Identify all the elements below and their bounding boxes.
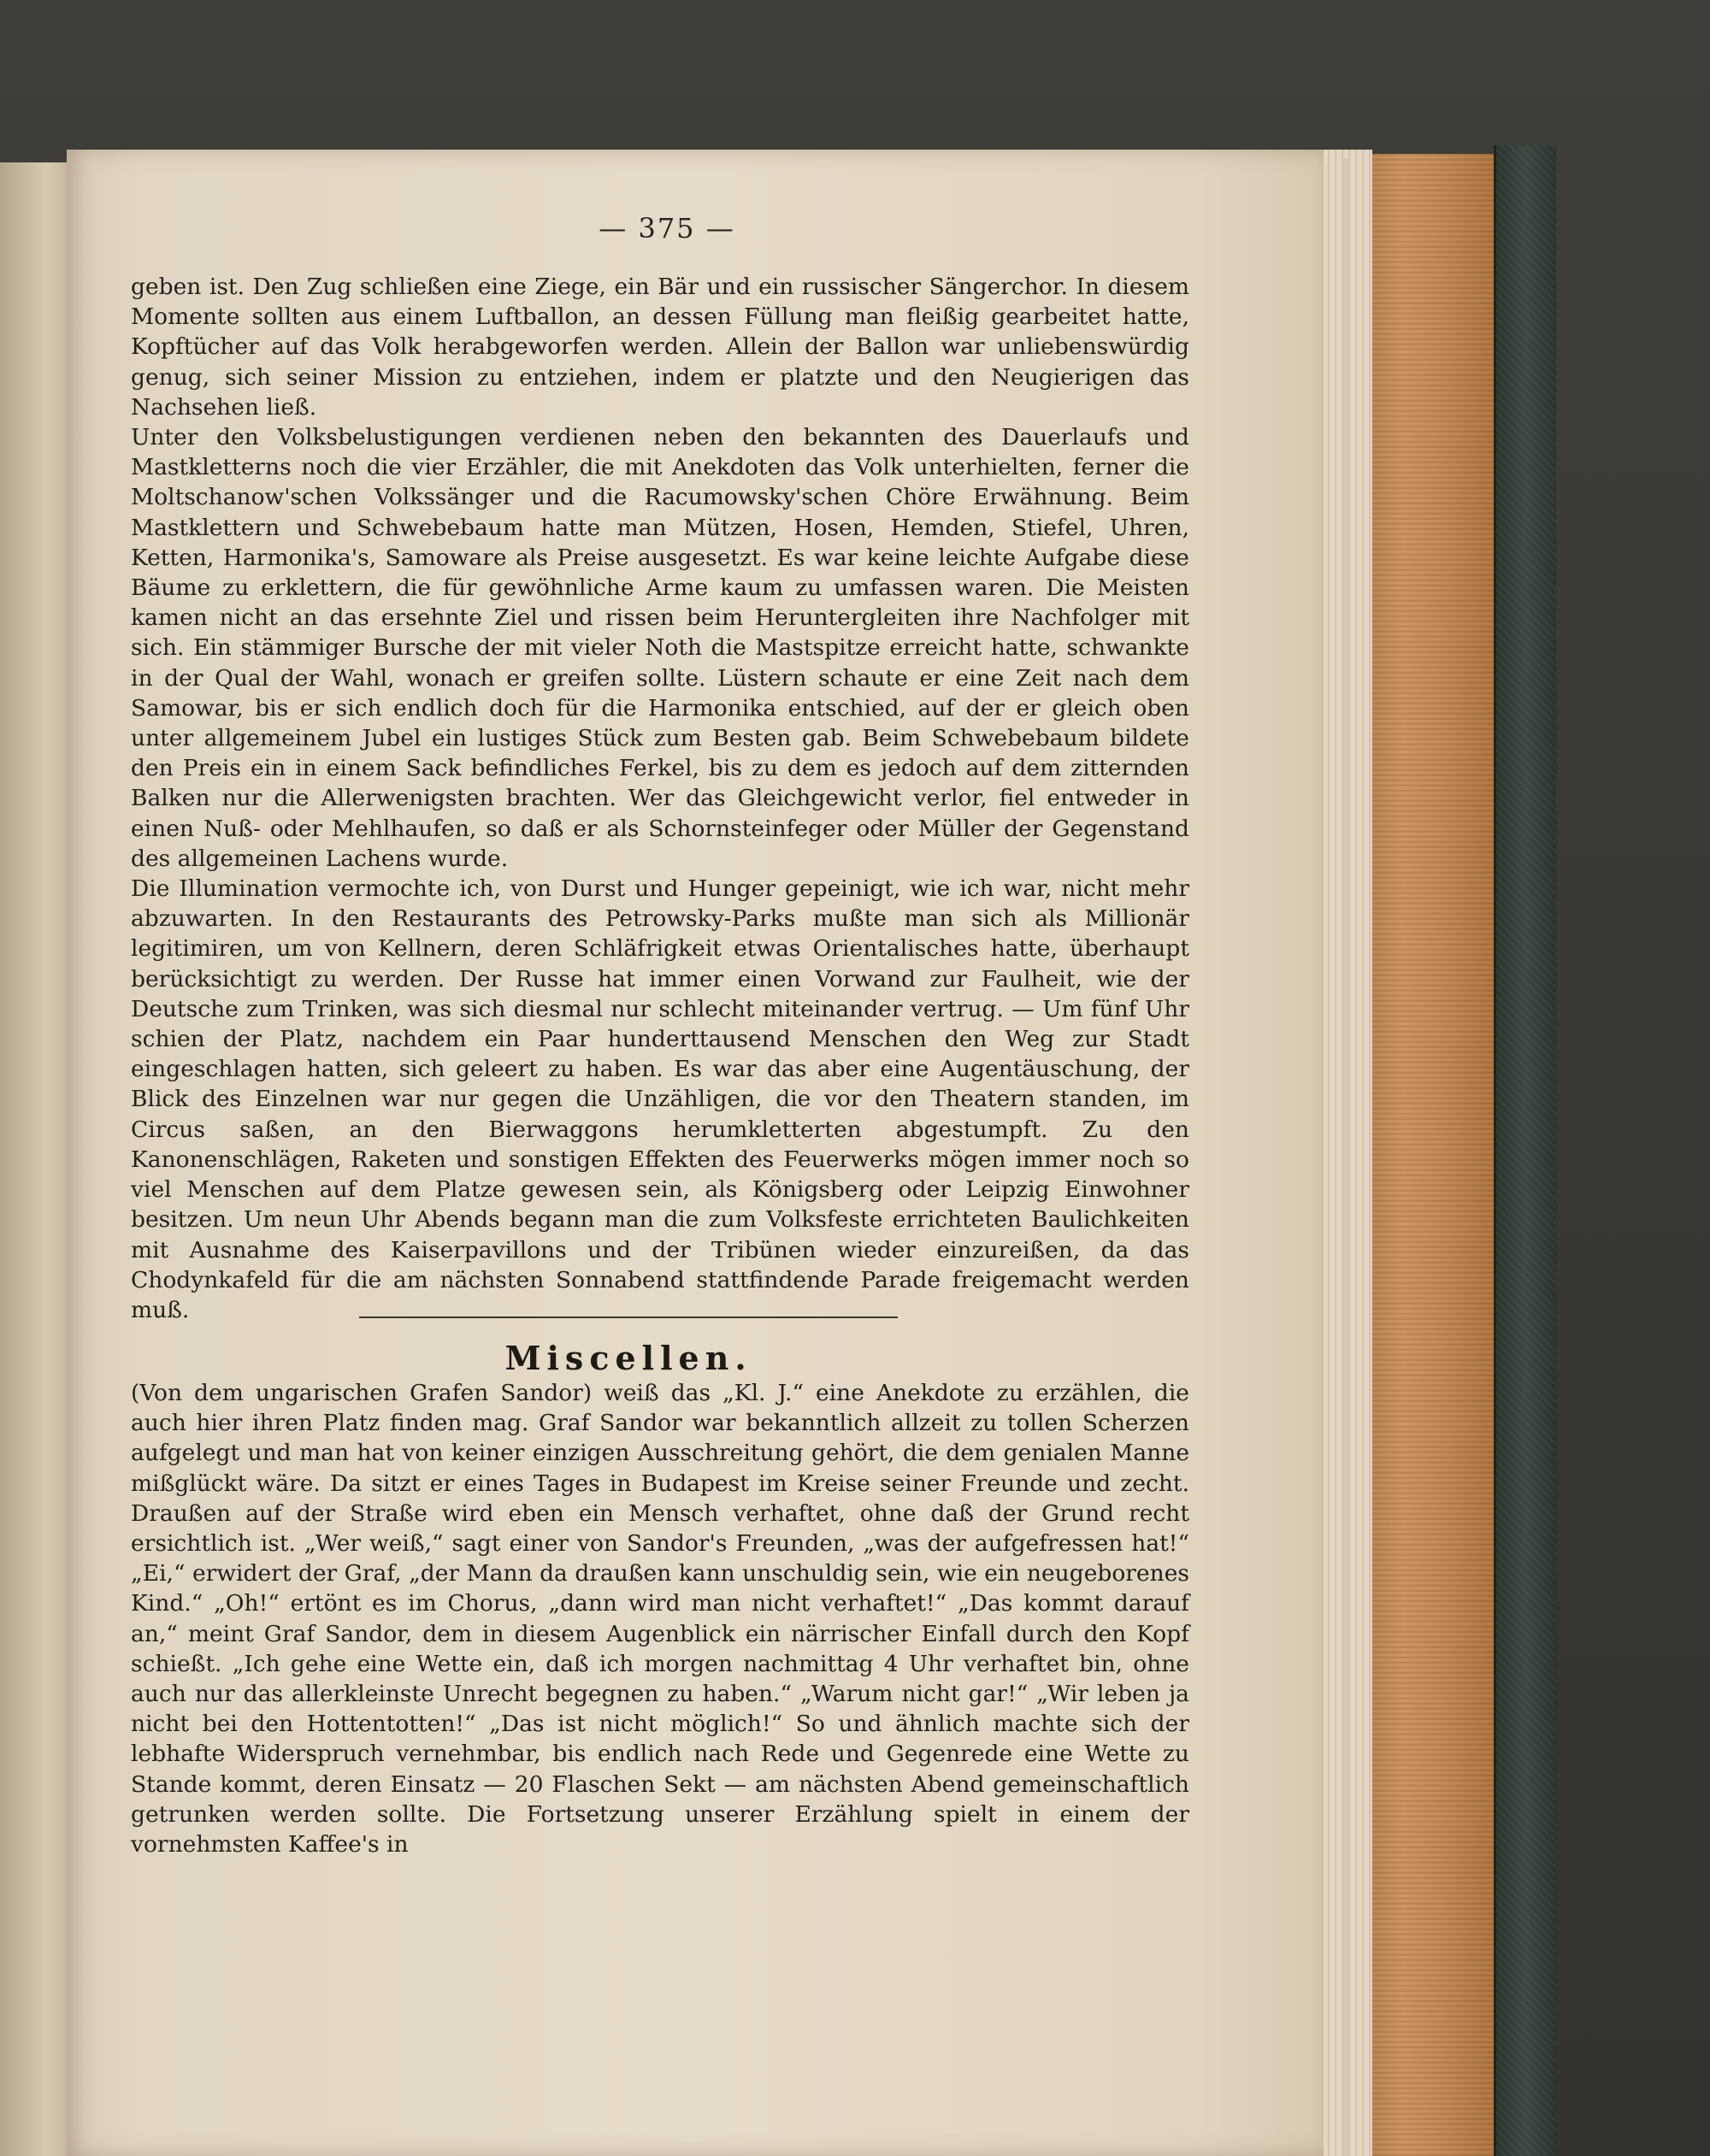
paragraph: Die Illumination vermochte ich, von Durst und Hunger gepeinigt, wie ich war, nicht mehr abzuwarten. In den Restaurants des Petrowsky-Parks mußte man sich als Millionär legitimiren, um von Kellnern, deren Schläfrigkeit etwas Orientalisches hatte, überhaupt berücksichtigt zu werden. Der Russe hat immer einen Vorwand zur Faulheit, wie der Deutsche zum Trinken, was sich diesmal nur schlecht miteinander vertrug. — Um fünf Uhr schien der Platz, nachdem ein Paar hunderttausend Menschen den Weg zur Stadt eingeschlagen hatten, sich geleert zu haben. Es war das aber eine Augentäuschung, der Blick des Einzelnen war nur gegen die Unzähligen, die vor den Theatern standen, im Circus saßen, an den Bierwaggons herumkletterten abgestumpft. Zu den Kanonenschlägen, Raketen und sonstigen Effekten des Feuerwerks mögen immer noch so viel Menschen auf dem Platze gewesen sein, als Königsberg oder Leipzig Einwohner besitzen. Um neun Uhr Abends begann man die zum Volksfeste errichteten Baulichkeiten mit Ausnahme des Kaiserpavillons und der Tribünen wieder einzureißen, da das Chodynkafeld für die am nächsten Sonnabend stattfindende Parade freigemacht werden muß. xyxy=(131,875,1189,1323)
book-fore-edge xyxy=(1372,154,1494,2156)
left-page-edge xyxy=(0,162,68,2156)
paragraph: Unter den Volksbelustigungen verdienen neben den bekannten des Dauerlaufs und Mastkletterns noch die vier Erzähler, die mit Anekdoten das Volk unterhielten, ferner die Moltschanow'schen Volkssänger und die Racumowsky'schen Chöre Erwähnung. Beim Mastklettern und Schwebebaum hatte man Mützen, Hosen, Hemden, Stiefel, Uhren, Ketten, Harmonika's, Samoware als Preise ausgesetzt. Es war keine leichte Aufgabe diese Bäume zu erklettern, die für gewöhnliche Arme kaum zu umfassen waren. Die Meisten kamen nicht an das ersehnte Ziel und rissen beim Heruntergleiten ihre Nachfolger mit sich. Ein stämmiger Bursche der mit vieler Noth die Mastspitze erreicht hatte, schwankte in der Qual der Wahl, wonach er greifen sollte. Lüstern schaute er eine Zeit nach dem Samowar, bis er sich endlich doch für die Harmonika entschied, auf der er gleich oben unter allgemeinem Jubel ein lustiges Stück zum Besten gab. Beim Schwebebaum bildete den Preis ein in einem Sack befindliches Ferkel, bis zu dem es jedoch auf dem zitternden Balken nur die Allerwenigsten brachten. Wer das Gleichgewicht verlor, fiel entweder in einen Nuß- oder Mehlhaufen, so daß er als Schornsteinfeger oder Müller der Gegenstand des allgemeinen Lachens wurde. xyxy=(131,424,1189,872)
section-heading: Miscellen. xyxy=(504,1339,752,1377)
page-stack-shadow xyxy=(1342,159,1349,2156)
section-text xyxy=(131,1378,1189,1859)
page-number: — 375 — xyxy=(564,212,770,244)
section-divider xyxy=(359,1317,898,1318)
paragraph: geben ist. Den Zug schließen eine Ziege, ein Bär und ein russischer Sängerchor. In diesem Momente sollten aus einem Luftballon, an dessen Füllung man fleißig gearbeitet hatte, Kopftücher auf das Volk herabgeworfen werden. Allein der Ballon war unliebenswürdig genug, sich seiner Mission zu entziehen, indem er platzte und den Neugierigen das Nachsehen ließ. xyxy=(131,274,1189,421)
paragraph: (Von dem ungarischen Grafen Sandor) weiß das „Kl. J.“ eine Anekdote zu erzählen, die auch hier ihren Platz finden mag. Graf Sandor war bekanntlich allzeit zu tollen Scherzen aufgelegt und man hat von keiner einzigen Ausschreitung gehört, die dem genialen Manne mißglückt wäre. Da sitzt er eines Tages in Budapest im Kreise seiner Freunde und zecht. Draußen auf der Straße wird eben ein Mensch verhaftet, ohne daß der Grund recht ersichtlich ist. „Wer weiß,“ sagt einer von Sandor's Freunden, „was der aufgefressen hat!“ „Ei,“ erwidert der Graf, „der Mann da draußen kann unschuldig sein, wie ein neugeborenes Kind.“ „Oh!“ ertönt es im Chorus, „dann wird man nicht verhaftet!“ „Das kommt darauf an,“ meint Graf Sandor, dem in diesem Augenblick ein närrischer Einfall durch den Kopf schießt. „Ich gehe eine Wette ein, daß ich morgen nachmittag 4 Uhr verhaftet bin, ohne auch nur das allerkleinste Unrecht begegnen zu haben.“ „Warum nicht gar!“ „Wir leben ja nicht bei den Hottentotten!“ „Das ist nicht möglich!“ So und ähnlich machte sich der lebhafte Widerspruch vernehmbar, bis endlich nach Rede und Gegenrede eine Wette zu Stande kommt, deren Einsatz — 20 Flaschen Sekt — am nächsten Abend gemeinschaftlich getrunken werden sollte. Die Fortsetzung unserer Erzählung spielt in einem der vornehmsten Kaffee's in xyxy=(131,1380,1189,1859)
book-cover xyxy=(1494,145,1556,2156)
body-text xyxy=(131,272,1189,1325)
